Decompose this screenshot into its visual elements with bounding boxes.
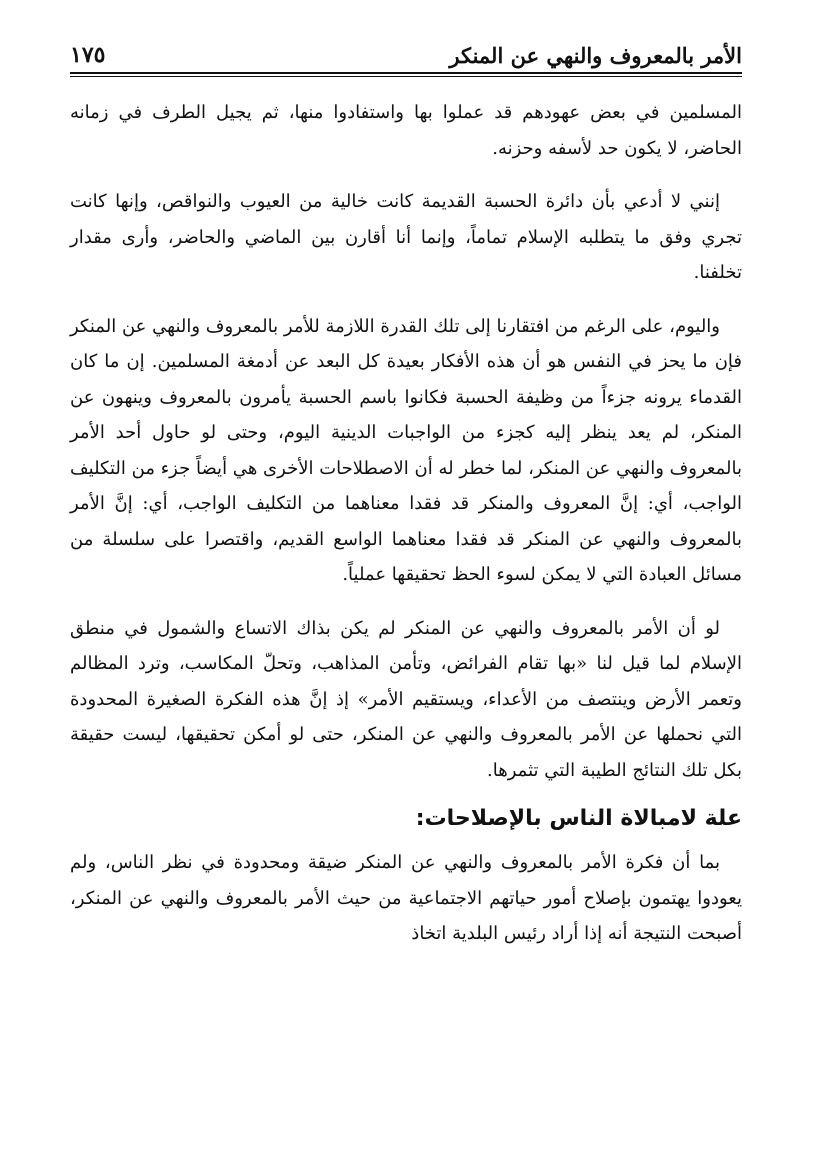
running-title: الأمر بالمعروف والنهي عن المنكر: [449, 43, 742, 68]
paragraph: إنني لا أدعي بأن دائرة الحسبة القديمة كانت خالية من العيوب والنواقص، وإنها كانت تجري وفق ما يتطلبه الإسلام تماماً، وإنما أنا أقارن بين الماضي والحاضر، وأرى مقدار تخلفنا.: [70, 191, 742, 283]
header-rule-thick: [70, 72, 742, 74]
running-header: [70, 30, 742, 68]
paragraph: واليوم، على الرغم من افتقارنا إلى تلك القدرة اللازمة للأمر بالمعروف والنهي عن المنكر فإن ما يحز في النفس هو أن هذه الأفكار بعيدة كل البعد عن أدمغة المسلمين. إن ما كان القدماء يرونه جزءاً من وظيفة الحسبة فكانوا باسم الحسبة يأمرون بالمعروف وينهون عن المنكر، لم يعد ينظر إليه كجزء من الواجبات الدينية اليوم، وحتى لو حاول أحد الأمر بالمعروف والنهي عن المنكر، لما خطر له أن الاصطلاحات الأخرى هي أيضاً جزء من التكليف الواجب، أي: إنَّ المعروف والمنكر قد فقدا معناهما من التكليف الواجب، أي: إنَّ الأمر بالمعروف والنهي عن المنكر قد فقدا معناهما الواسع القديم، واقتصرا على سلسلة من مسائل العبادة التي لا يمكن لسوء الحظ تحقيقها عملياً.: [70, 315, 742, 585]
section-heading: علة لامبالاة الناس بالإصلاحات:: [415, 806, 742, 831]
paragraph: لو أن الأمر بالمعروف والنهي عن المنكر لم يكن بذاك الاتساع والشمول في منطق الإسلام لما قيل لنا «بها تقام الفرائض، وتأمن المذاهب، وتحلّ المكاسب، وترد المظالم وتعمر الأرض وينتصف من الأعداء، ويستقيم الأمر» إذ إنَّ هذه الفكرة الصغيرة المحدودة التي نحملها عن الأمر بالمعروف والنهي عن المنكر، حتى لو أمكن تحقيقها، ليست حقيقة بكل تلك النتائج الطيبة التي تثمرها.: [70, 617, 742, 781]
paragraph: بما أن فكرة الأمر بالمعروف والنهي عن المنكر ضيقة ومحدودة في نظر الناس، ولم يعودوا يهتمون بإصلاح أمور حياتهم الاجتماعية من حيث الأمر بالمعروف والنهي عن المنكر، أصبحت النتيجة أنه إذا أراد رئيس البلدية اتخاذ: [70, 852, 742, 944]
paragraph: المسلمين في بعض عهودهم قد عملوا بها واستفادوا منها، ثم يجيل الطرف في زمانه الحاضر، لا يكون حد لأسفه وحزنه.: [70, 102, 742, 159]
header-rule-thin: [70, 76, 742, 77]
page-number: ١٧٥: [70, 42, 106, 68]
page-body: [70, 95, 742, 952]
book-page: [70, 30, 742, 970]
